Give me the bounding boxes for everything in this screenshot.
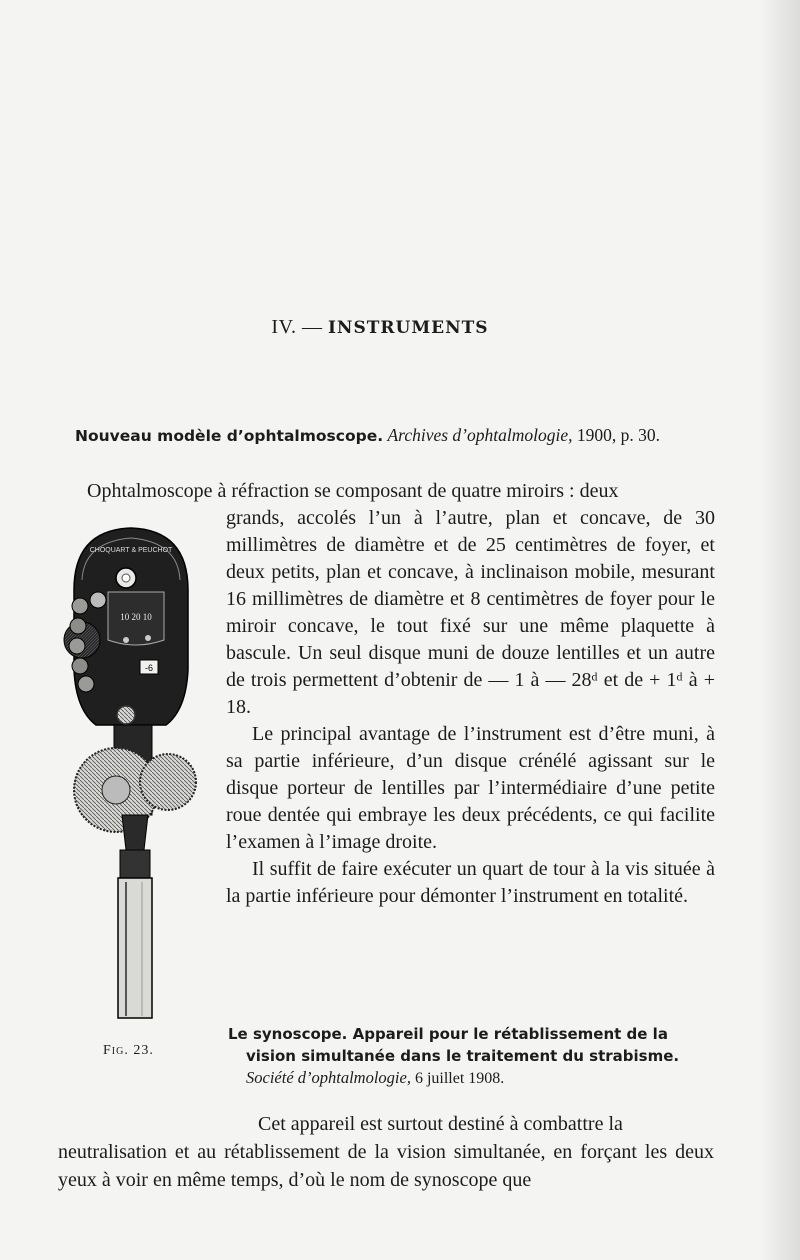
reference2-source-line <box>228 1067 718 1090</box>
paragraph3: Il suffit de faire exécuter un quart de tour à la vis située à la partie inférieure pour démonter l’instrument en totalité. <box>226 858 715 907</box>
reference-details: 1900, p. 30. <box>576 425 660 445</box>
plate-label: -6 <box>144 663 154 673</box>
paragraph4-line1: Cet appareil est surtout destiné à combattre la <box>258 1113 623 1135</box>
section-heading <box>0 316 760 339</box>
figure-caption: Fig. 23. <box>103 1043 154 1058</box>
reference-ophtalmoscope <box>75 425 660 446</box>
ophthalmoscope-figure <box>56 520 216 1020</box>
paragraph1-body: grands, accolés l’un à l’autre, plan et concave, de 30 millimètres de diamètre et de 25 centimètres de foyer, et deux petits, plan et concave, à inclinaison mobile, mesurant 16 millimètres de diamètre et 8 centimètres de foyer pour le miroir concave, le tout fixé sur une même plaquette à bascule. Un seul disque muni de douze lentilles et un autre de trois permettent d’obtenir de — 1 à — 28ᵈ et de + 1ᵈ à + 18. <box>226 507 715 718</box>
reference2-title-line1: Le synoscope. Appareil pour le rétablissement de la <box>228 1025 668 1043</box>
engraving-text: CHOQUART & PEUCHOT <box>89 547 173 554</box>
paragraph2: Le principal avantage de l’instrument est d’être muni, à sa partie inférieure, d’un disque crénélé agissant sur le disque porteur de lentilles par l’intermédiaire d’une petite roue dentée qui embraye les deux précédents, ce qui facilite l’examen à l’image droite. <box>226 723 715 853</box>
section-title: INSTRUMENTS <box>327 318 489 338</box>
paragraph4-body: neutralisation et au rétablissement de la vision simultanée, en forçant les deux yeux à voir en même temps, d’où le nom de synoscope que <box>58 1141 714 1191</box>
reference2-date: 6 juillet 1908. <box>414 1070 505 1087</box>
reference-title: Nouveau modèle d’ophtalmoscope. <box>75 427 384 445</box>
page-edge-shadow <box>760 0 800 1260</box>
paragraph4 <box>58 1110 714 1194</box>
paragraph1-first-line: Ophtalmoscope à réfraction se composant de quatre miroirs : deux <box>87 480 619 502</box>
dial-numbers: 10 20 10 <box>120 612 152 622</box>
reference2-title-line2: vision simultanée dans le traitement du strabisme. <box>246 1047 680 1065</box>
handle <box>118 878 152 1018</box>
text-column <box>226 505 715 910</box>
section-number: IV. — <box>271 316 323 338</box>
reference-synoscope <box>228 1023 718 1090</box>
reference2-source: Société d’ophtalmologie, <box>246 1068 411 1087</box>
small-gear <box>117 706 135 724</box>
reference-journal: Archives d’ophtalmologie, <box>387 425 573 445</box>
